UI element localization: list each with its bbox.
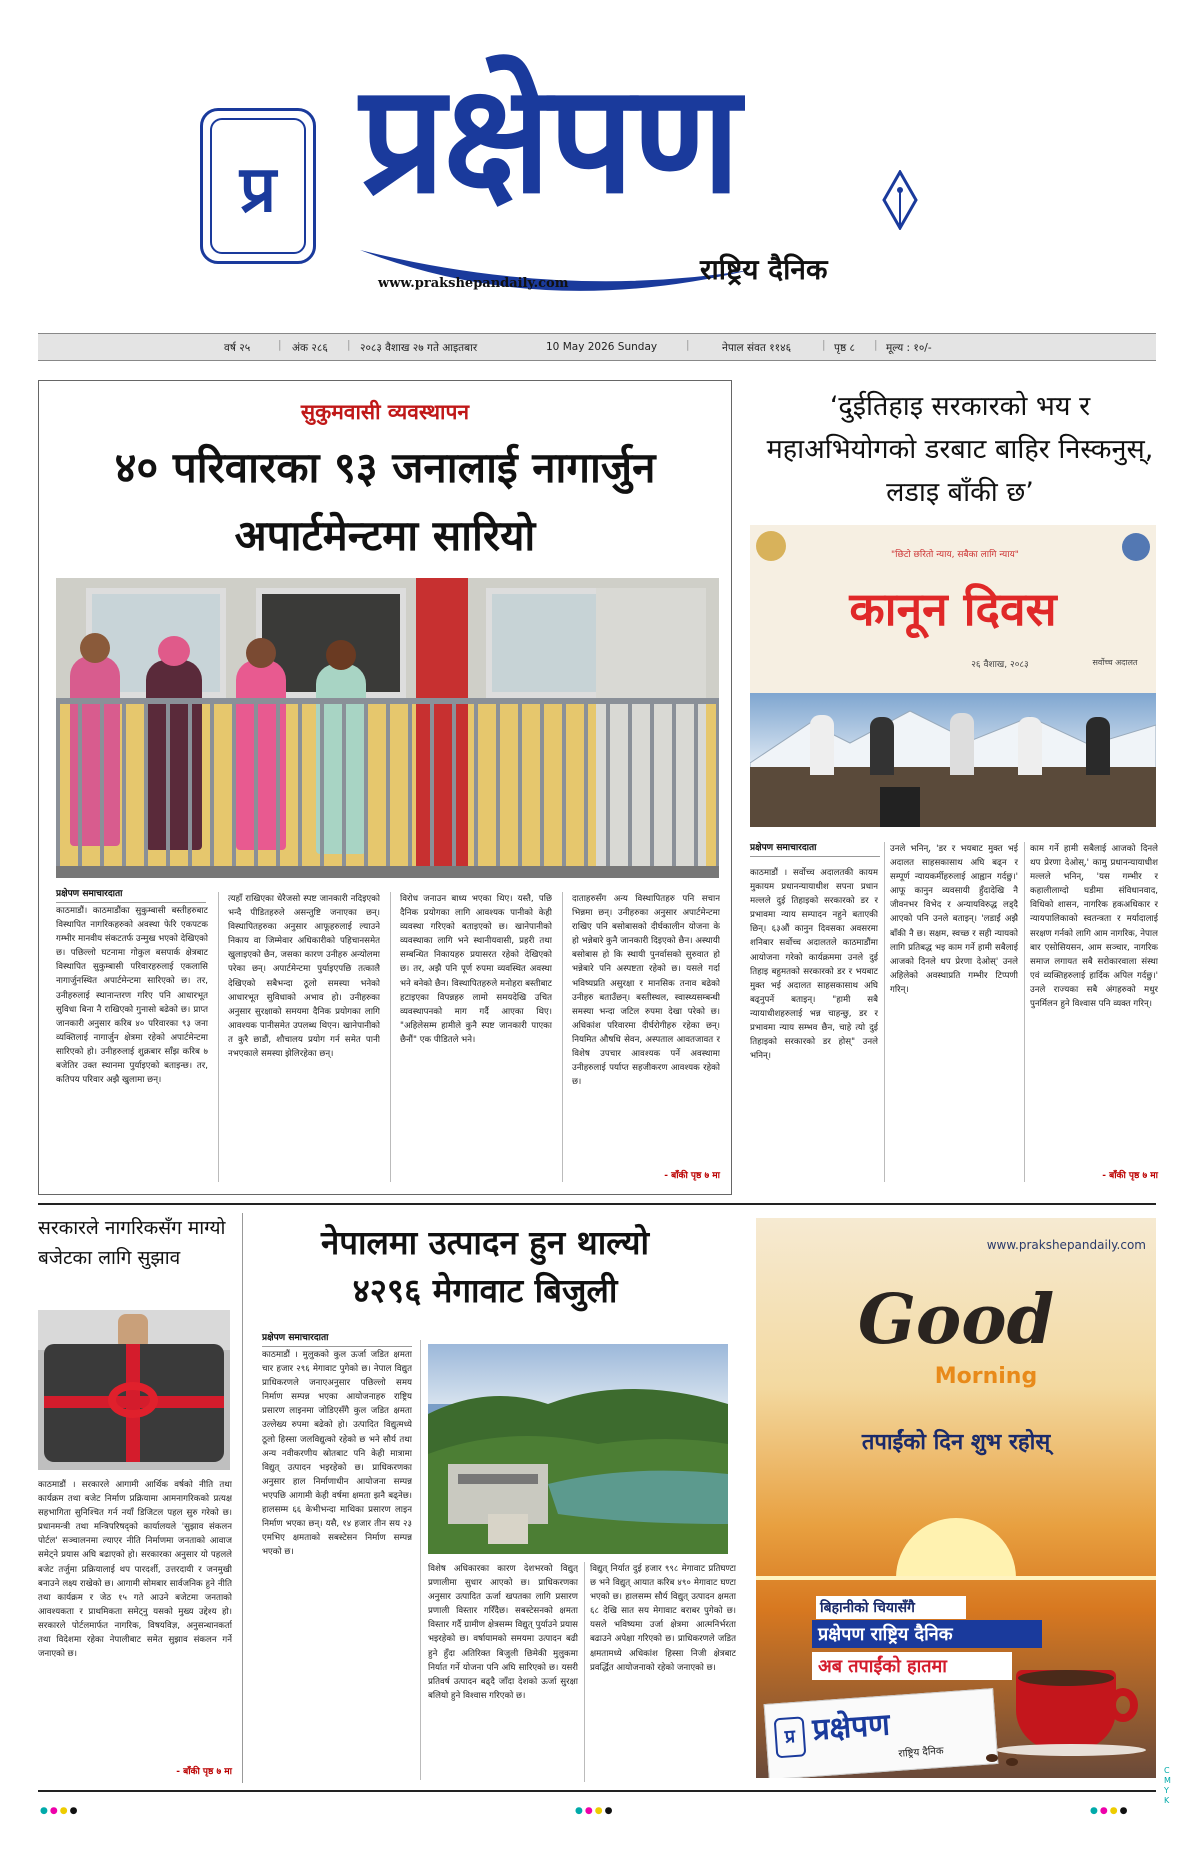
lead-jump[interactable]: - बाँकी पृष्ठ ७ मा [664, 1171, 720, 1181]
ad-website[interactable]: www.prakshepandaily.com [986, 1238, 1146, 1252]
masthead-website[interactable]: www.prakshepandaily.com [378, 276, 569, 291]
english-date: 10 May 2026 Sunday [546, 341, 658, 353]
ad-wish: तपाईंको दिन शुभ रहोस् [861, 1430, 1051, 1455]
hydro-headline-line2: ४२९६ मेगावाट बिजुली [352, 1271, 618, 1310]
pen-nib-icon [880, 170, 920, 230]
good-morning-ad[interactable] [756, 1218, 1156, 1778]
right-byline: प्रक्षेपण समाचारदाता [750, 840, 880, 857]
banner-date: २६ वैशाख, २०८३ [971, 660, 1029, 670]
hydro-column-3: विद्युत् निर्यात दुई हजार ९९८ मेगावाट प्रतिघण्टा छ भने विद्युत् आयात करिब ४९० मेगावाट घण्टा भएको छ। हालसम्म सौर्य विद्युत् उत्पादन क्षमता ६८ देखि सात सय मेगावाट बराबर पुगेको छ। यसले भविष्यमा उर्जा क्षेत्रमा आत्मनिर्भरता बढाउने अपेक्षा गरिएको छ। प्राधिकरणले जडित क्षमतामध्ये अधिकांश हिस्सा निजी क्षेत्रबाट प्रवर्द्धित आयोजनाको रहेको जनाएको छ। [590, 1564, 736, 1673]
page-number: पृष्ठ ८ [834, 342, 855, 354]
right-headline: ‘दुईतिहाइ सरकारको भय र महाअभियोगको डरबाट बाहिर निस्कनुस्, लडाइ बाँकी छ’ [766, 391, 1154, 508]
volume: वर्ष २५ [224, 342, 251, 354]
masthead-title: प्रक्षेपण [360, 53, 739, 227]
hydro-column-1: काठमाडौं । मुलुकको कुल ऊर्जा जडित क्षमता चार हजार २९६ मेगावाट पुगेको छ। नेपाल विद्युत प्राधिकरणले जनाएअनुसार पछिल्लो समय निर्माण सम्पन्न भएका आयोजनाहरु राष्ट्रिय प्रसारण लाइनमा जोडिएसँगै कुल जडित क्षमता उल्लेख्य रुपमा बढेको हो। उत्पादित विद्युत्मध्ये ठूलो हिस्सा जलविद्युत्को रहेको छ भने सौर्य तथा अन्य नवीकरणीय स्रोतबाट पनि केही मात्रामा विद्युत् उत्पादन भइरहेको छ। प्राधिकरणका अनुसार हाल निर्माणाधीन आयोजना सम्पन्न भएपछि आगामी केही वर्षमा क्षमता झनै बढ्नेछ। हालसम्म ६६ केभीभन्दा माथिका प्रसारण लाइन निर्माण भएका छन्। यसै, १४ हजार तीन सय २३ एमभिए क्षमताको सबस्टेसन निर्माण सम्पन्न भएको छ। [262, 1350, 412, 1558]
registration-dots-right: ●●●● [1090, 1806, 1130, 1816]
budget-headline: सरकारले नागरिकसँग माग्यो बजेटका लागि सुझाव [38, 1217, 226, 1269]
lead-headline-line2: अपार्टमेन्टमा सारियो [234, 511, 536, 560]
registration-dots-center: ●●●● [575, 1806, 615, 1816]
lead-column-2: त्यहाँ राखिएका धेरैजसो स्पष्ट जानकारी नदिइएको भन्दै पीडितहरुले असन्तुष्टि जनाएका छन्। विस्थापितहरुका अनुसार आफूहरुलाई ल्याउने निकाय वा जिम्मेवार अधिकारीको पहिचानसमेत खुलाइएको छैन, जसका कारण उनीहरु अन्योलमा परेका छन्। अपार्टमेन्टमा पुर्याइएपछि तत्कालै देखिएको सबैभन्दा ठूलो समस्या भनेको आधारभूत सुविधाको अभाव हो। उनीहरुका अनुसार सुरक्षाको समयमा दैनिक प्रयोगका लागि आवश्यक पानीसमेत उपलब्ध थिएन। खानेपानीको त कुरै छाडौं, शौचालय प्रयोग गर्न समेत पानी नभएकाले समस्या झेलिरहेका छन्। [228, 894, 380, 1060]
budget-jump[interactable]: - बाँकी पृष्ठ ७ मा [176, 1767, 232, 1777]
lead-column-1: काठमाडौं। काठमाडौंका सुकुम्बासी बस्तीहरुबाट विस्थापित नागरिकहरुको अवस्था फेरि एकपटक गम्भीर मानवीय संकटतर्फ उन्मुख भएको देखिएको छ। पछिल्लो घटनामा गोकुल बसपार्क क्षेत्रबाट विस्थापित सुकुम्बासी परिवारहरुलाई एकलासि नागार्जुनस्थित अपार्टमेन्टमा सारिएको छ। तर, उनीहरुलाई स्थानान्तरण गरिए पनि आधारभूत सुविधा बिना नै राखिएको गुनासो बढेको छ। प्राप्त जानकारी अनुसार करिब ४० परिवारका ९३ जना व्यक्तिलाई नागार्जुन क्षेत्रमा रहेको अपार्टमेन्टमा सारिएको हो। उनीहरुलाई शुक्रबार साँझ करिब ७ बजेतिर उक्त स्थानमा पुर्याइएको बताइन्छ। तर, कतिपय परिवार अझै खुलामा छन्। [56, 906, 208, 1086]
registration-dots-left: ●●●● [40, 1806, 80, 1816]
lead-byline: प्रक्षेपण समाचारदाता [56, 886, 206, 903]
ad-paper-title: प्रक्षेपण [811, 1707, 891, 1748]
lead-kicker: सुकुमवासी व्यवस्थापन [300, 400, 470, 424]
right-column-1: काठमाडौं । सर्वोच्च अदालतकी कायम मुकायम प्रधानन्यायाधीश सपना प्रधान मल्लले दुई तिहाइको सरकारको डर र प्रभावमा न्याय सम्पादन नहुने बताएकी छिन्। ६३औं कानुन दिवसका अवसरमा शनिबार सर्वोच्च अदालतले काठमाडौंमा आयोजना गरेको कार्यक्रममा उनले दुई तिहाइ बहुमतको सरकारको डर र भयबाट मुक्त भई अदालत साहसकासाथ अघि बढ्नुपर्ने बताइन्। "हामी सबै न्यायाधीशहरुलाई भन्न चाहन्छु, डर र प्रभावमा न्याय सम्भव छैन, चाहे त्यो दुई तिहाइको सरकारको डर होस्" उनले भनिन्। [750, 868, 878, 1062]
banner-title: कानून दिवस [849, 582, 1057, 636]
nepal-sambat: नेपाल संवत ११४६ [722, 342, 792, 354]
masthead [0, 0, 1200, 320]
banner-org: सर्वोच्च अदालत [1092, 658, 1138, 667]
ad-tag1: बिहानीको चियासँगै [816, 1596, 966, 1619]
hydro-column-2: विशेष अधिकारका कारण देशभरको विद्युत् प्रणालीमा सुधार आएको छ। प्राधिकरणका अनुसार उत्पादित ऊर्जा खपतका लागि प्रसारण प्रणाली विस्तार गरिँदैछ। सबस्टेसनको क्षमता विस्तार गर्दै ग्रामीण क्षेत्रसम्म विद्युत् पुर्याउने प्रयास भइरहेको छ। वर्षायामको समयमा उत्पादन बढी हुने हुँदा अतिरिक्त बिजुली छिमेकी मुलुकमा निर्यात गर्ने योजना पनि अघि सारिएको छ। यसरी प्रतिवर्ष उत्पादन बढ्दै जाँदा देशको ऊर्जा सुरक्षा बलियो हुने विश्वास गरिएको छ। [428, 1564, 578, 1701]
ad-newspaper: प्र प्रक्षेपण राष्ट्रिय दैनिक [764, 1688, 999, 1778]
right-jump[interactable]: - बाँकी पृष्ठ ७ मा [1102, 1171, 1158, 1181]
ad-greeting-script: Good [857, 1280, 1055, 1360]
lead-headline-line1: ४० परिवारका ९३ जनालाई नागार्जुन [114, 443, 656, 492]
right-column-2: उनले भनिन्, 'डर र भयबाट मुक्त भई अदालत साहसकासाथ अघि बढ्न र सम्पूर्ण न्यायकर्मीहरुलाई आह्वान गर्दछु।' आफू कानुन व्यवसायी हुँदादेखि नै जीवनभर विभेद र अन्यायविरुद्ध लड्दै आएको पनि उनले बताइन्। 'लडाईं अझै बाँकी नै छ। सक्षम, स्वच्छ र सही न्यायको लागि प्रतिबद्ध भइ काम गर्ने हामी सबैलाई आजको दिनले थप प्रेरणा देओस्' उनले अहिलेको अवस्थाप्रति गम्भीर टिप्पणी गरिन्। [890, 844, 1018, 995]
lead-photo [56, 578, 719, 878]
budget-body: काठमाडौं । सरकारले आगामी आर्थिक वर्षको नीति तथा कार्यक्रम तथा बजेट निर्माण प्रक्रियामा आमनागरिकको प्रत्यक्ष सहभागिता सुनिश्चित गर्न नयाँ डिजिटल पहल सुरु गरेको छ। प्रधानमन्त्री तथा मन्त्रिपरिषद्को कार्यालयले 'सुझाव संकलन पोर्टल' सञ्चालनमा ल्याएर नीति निर्माणमा जनताको आवाज समेट्ने प्रयास अघि बढाएको हो। सरकारका अनुसार यो पहलले बजेट तर्जुमा प्रक्रियालाई थप पारदर्शी, उत्तरदायी र जनमुखी बनाउने लक्ष्य राखेको छ। आगामी सोमबार सार्वजनिक हुने नीति तथा कार्यक्रम र जेठ १५ गते आउने बजेटमा जनताको आवश्यकता र प्राथमिकता समेट्नु यसको मुख्य उद्देश्य हो। सरकारले पोर्टलमार्फत नागरिक, विषयविज्ञ, अनुसन्धानकर्ता तथा विदेशमा रहेका नेपालीबाट समेत सुझाव संकलन गर्ने जनाएको छ। [38, 1480, 232, 1660]
right-column-3: काम गर्ने हामी सबैलाई आजको दिनले थप प्रेरणा देओस्,' कामु प्रधानन्यायाधीश मल्लले भनिन्, 'यस गम्भीर र कहालीलाग्दो घडीमा संविधानवाद, विधिको शासन, नागरिक हकअधिकार र न्यायपालिकाको स्वतन्त्रता र मर्यादालाई सरक्षण गर्नको लागि आम नागरिक, नेपाल बार एसोसियसन, आम सञ्चार, नागरिक समाज लगायत सबै सरोकारवाला संस्था एवं व्यक्तिहरुलाई हार्दिक अपिल गर्दछु।' उनले राज्यका सबै अंगहरुको मधुर पुनर्मिलन हुने विश्वास पनि व्यक्त गरिन्। [1030, 844, 1158, 1010]
cmyk-mark: CMYK [1164, 1766, 1171, 1805]
nepali-date: २०८३ वैशाख २७ गते आइतबार [360, 342, 478, 354]
budget-briefcase-photo [38, 1310, 230, 1470]
logo-glyph: प्र [239, 153, 277, 227]
lead-column-4: दाताहरुसँग अन्य विस्थापितहरु पनि सचान भिन्नमा छन्। उनीहरुका अनुसार अपार्टमेन्टमा राखिए पनि बसोबासको दीर्घकालीन योजना के हो भन्नेबारे कुनै जानकारी दिइएको छैन। अस्थायी बसोबास हो कि स्थायी पुनर्वासको सुरुवात हो भन्नेबारे पनि अस्पष्टता रहेको छ। यसले गर्दा भविष्यप्रति असुरक्षा र मानसिक तनाव बढेको उनीहरु बताउँछन्। बस्तीस्थल, स्वास्थ्यसम्बन्धी समस्या भन्दा जटिल रुपमा देखा परेको छ। अधिकांश परिवारमा दीर्घरोगीहरु रहेका छन्। नियमित औषधि सेवन, अस्पताल आवतजावत र विशेष उपचार आवश्यक पर्ने अवस्थामा उनीहरुलाई पर्याप्त सहजीकरण आवश्यक रहेको छ। [572, 894, 720, 1088]
banner-tagline: "छिटो छरितो न्याय, सबैका लागि न्याय" [891, 550, 1019, 560]
issue: अंक २८६ [292, 342, 328, 354]
dateline-bar: वर्ष २५ | अंक २८६ | २०८३ वैशाख २७ गते आइतबार 10 May 2026 Sunday | नेपाल संवत ११४६ | पृष्ठ ८ | मूल्य : १०/- [38, 333, 1156, 361]
lead-column-3: विरोध जनाउन बाध्य भएका थिए। यस्तै, पछि दैनिक प्रयोगका लागि आवश्यक पानीको केही व्यवस्था गरिएको बताइएको छ। खानेपानीको व्यवस्थाका लागि भने स्थानीयवासी, प्रहरी तथा सम्बन्धित निकायहरु प्रयासरत रहेको देखिएको छ। तर, अझै पनि पूर्ण रुपमा व्यवस्थित अवस्था भने बनेको छैन। विस्थापितहरुले मनोहरा बस्तीबाट हटाइएका विपन्नहरु लामो समयदेखि उचित व्यवस्थापनको माग गर्दै आएका थिए। "अहिलेसम्म हामीले कुनै स्पष्ट जानकारी पाएका छैनौं" एक पीडितले भने। [400, 894, 552, 1045]
ad-tag3: अब तपाईंको हातमा [812, 1652, 1012, 1680]
hydro-headline-line1: नेपालमा उत्पादन हुन थाल्यो [320, 1223, 650, 1262]
kanun-diwas-photo [750, 525, 1156, 827]
price: मूल्य : १०/- [886, 342, 932, 354]
ad-paper-sub: राष्ट्रिय दैनिक [898, 1745, 944, 1760]
masthead-subtitle: राष्ट्रिय दैनिक [700, 253, 828, 286]
hydro-dam-photo [428, 1344, 728, 1554]
logo-badge [200, 108, 316, 264]
ad-greeting-word: Morning [934, 1364, 1038, 1389]
ad-tag2: प्रक्षेपण राष्ट्रिय दैनिक [812, 1620, 1042, 1648]
hydro-byline: प्रक्षेपण समाचारदाता [262, 1330, 412, 1347]
